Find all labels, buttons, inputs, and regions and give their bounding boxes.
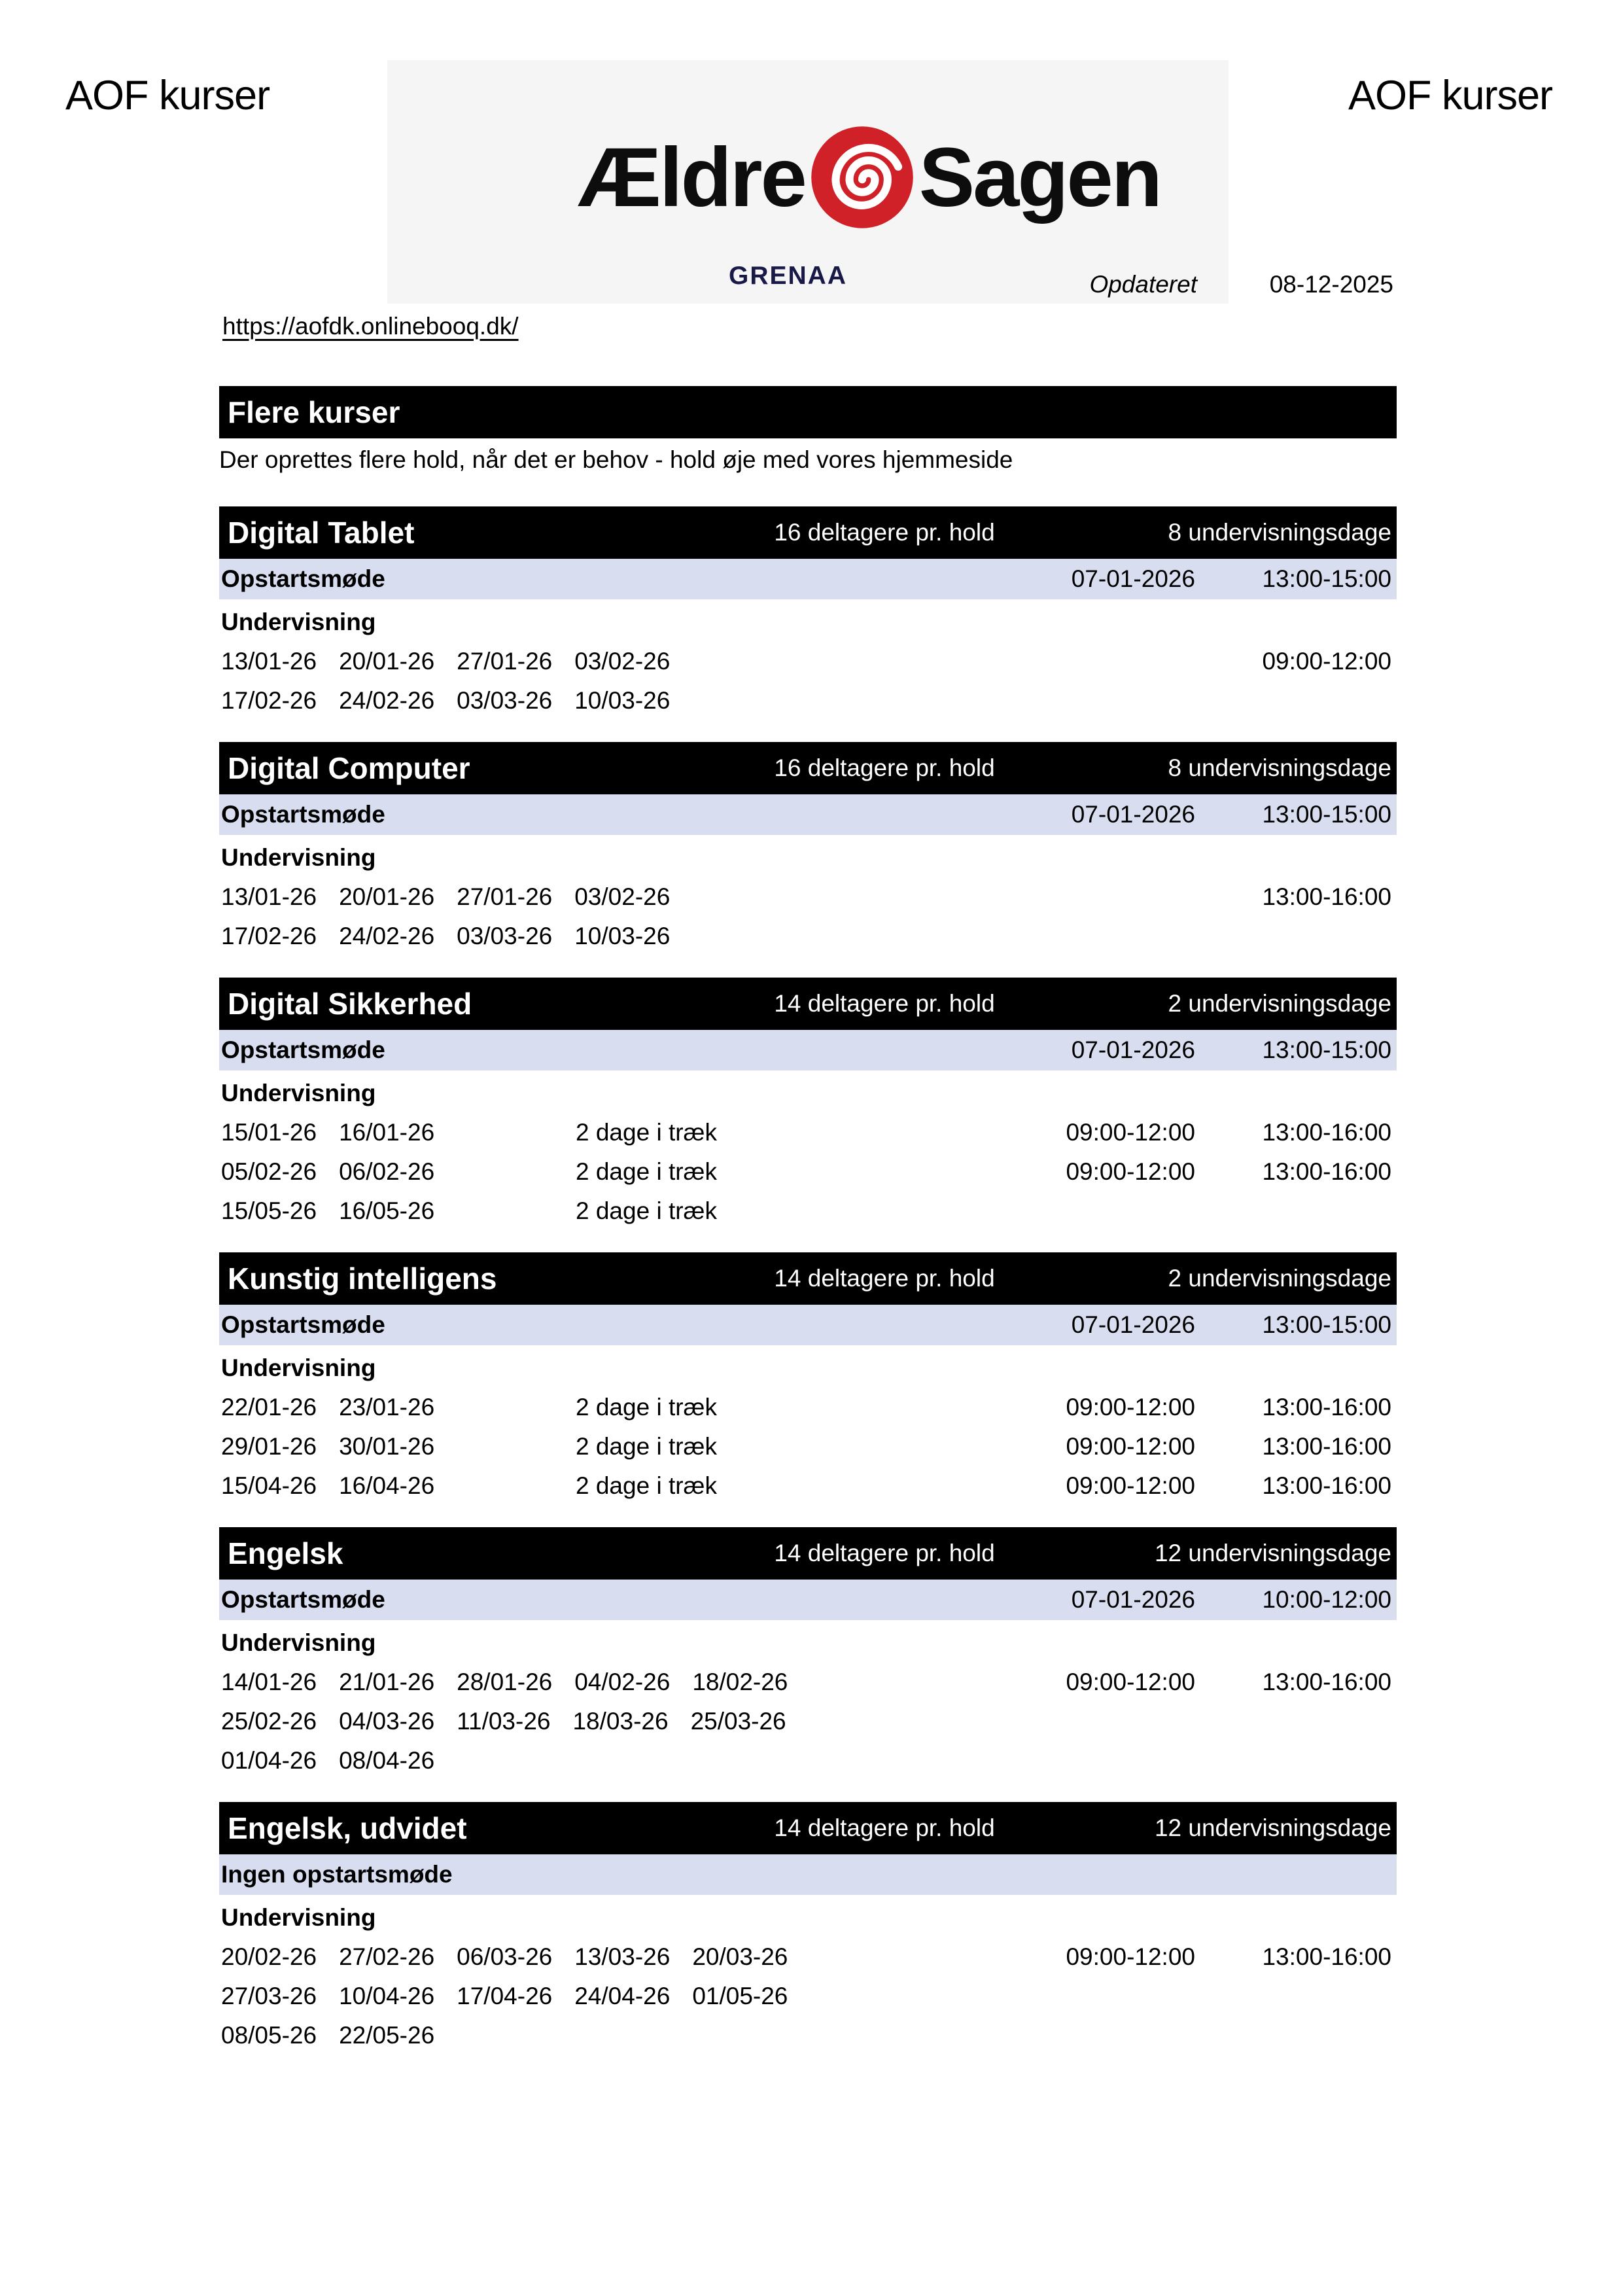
course-date: 27/01-26 [457, 883, 553, 910]
course-section [219, 506, 1397, 715]
page-title-left: AOF kurser [65, 73, 270, 118]
start-label: Opstartsmøde [221, 565, 385, 592]
course-date: 18/02-26 [692, 1669, 788, 1695]
schedule-row [219, 1394, 1397, 1421]
schedule-row [219, 2022, 1397, 2049]
course-date: 24/04-26 [574, 1983, 671, 2009]
course-date: 20/01-26 [339, 883, 435, 910]
row-note: 2 dage i træk [576, 1158, 717, 1185]
course-section [219, 1802, 1397, 2049]
course-date: 16/05-26 [339, 1197, 435, 1224]
course-date: 03/02-26 [574, 883, 671, 910]
course-header-bar [219, 978, 1397, 1030]
course-date: 17/04-26 [457, 1983, 553, 2009]
course-date: 24/02-26 [339, 687, 435, 714]
start-time: 13:00-15:00 [1262, 565, 1391, 592]
start-date: 07-01-2026 [1071, 565, 1195, 592]
start-label: Opstartsmøde [221, 1036, 385, 1063]
row-time-morning: 09:00-12:00 [1066, 1119, 1195, 1146]
start-row [219, 1030, 1397, 1070]
course-days: 2 undervisningsdage [1168, 990, 1391, 1017]
schedule-rows [219, 648, 1397, 715]
schedule-row [219, 1708, 1397, 1735]
date-list [221, 1433, 434, 1460]
course-date: 17/02-26 [221, 923, 317, 949]
banner-title: Flere kurser [228, 395, 400, 429]
course-date: 15/05-26 [221, 1197, 317, 1224]
row-time-afternoon: 09:00-12:00 [1262, 648, 1391, 675]
course-date: 13/01-26 [221, 883, 317, 910]
date-list [221, 1197, 434, 1225]
teaching-label: Undervisning [221, 1354, 376, 1381]
row-time-afternoon: 13:00-16:00 [1262, 1394, 1391, 1421]
start-label: Opstartsmøde [221, 801, 385, 828]
logo-brand-right: Sagen [918, 130, 1161, 224]
start-row [219, 1854, 1397, 1895]
course-date: 04/03-26 [339, 1708, 435, 1735]
row-time-afternoon: 13:00-16:00 [1262, 1158, 1391, 1185]
teaching-label: Undervisning [221, 1629, 376, 1656]
course-days: 2 undervisningsdage [1168, 1265, 1391, 1292]
row-time-morning: 09:00-12:00 [1066, 1158, 1195, 1185]
course-section [219, 1527, 1397, 1775]
course-date: 24/02-26 [339, 923, 435, 949]
banner-note: Der oprettes flere hold, når det er behov - hold øje med vores hjemmeside [219, 446, 1013, 473]
sections [219, 506, 1397, 2049]
spiral-icon [809, 124, 915, 230]
start-date: 07-01-2026 [1071, 801, 1195, 828]
course-date: 20/01-26 [339, 648, 435, 675]
course-date: 15/01-26 [221, 1119, 317, 1146]
schedule-rows [219, 1943, 1397, 2049]
course-participants: 14 deltagere pr. hold [774, 1814, 995, 1841]
schedule-row [219, 883, 1397, 911]
course-header-bar [219, 1802, 1397, 1854]
course-section [219, 742, 1397, 950]
logo-brand-left: Ældre [578, 130, 805, 224]
row-time-afternoon: 13:00-16:00 [1262, 1669, 1391, 1695]
course-participants: 14 deltagere pr. hold [774, 1540, 995, 1566]
course-days: 8 undervisningsdage [1168, 519, 1391, 546]
date-list [221, 1943, 788, 1971]
schedule-row [219, 1119, 1397, 1146]
course-date: 28/01-26 [457, 1669, 553, 1695]
course-header-bar [219, 1252, 1397, 1305]
start-row [219, 1580, 1397, 1620]
schedule-row [219, 1747, 1397, 1775]
course-header-bar [219, 1527, 1397, 1580]
course-date: 04/02-26 [574, 1669, 671, 1695]
start-label: Opstartsmøde [221, 1311, 385, 1338]
row-time-morning: 09:00-12:00 [1066, 1943, 1195, 1970]
schedule-row [219, 1472, 1397, 1500]
start-label: Ingen opstartsmøde [221, 1861, 453, 1888]
course-date: 25/03-26 [690, 1708, 786, 1735]
course-date: 30/01-26 [339, 1433, 435, 1460]
schedule-rows [219, 1669, 1397, 1775]
start-date: 07-01-2026 [1071, 1036, 1195, 1063]
row-time-afternoon: 13:00-16:00 [1262, 1943, 1391, 1970]
course-date: 27/01-26 [457, 648, 553, 675]
schedule-row [219, 687, 1397, 715]
logo-wordmark [578, 124, 1161, 230]
row-time-afternoon: 13:00-16:00 [1262, 1119, 1391, 1146]
date-list [221, 1983, 788, 2010]
course-date: 13/01-26 [221, 648, 317, 675]
row-note: 2 dage i træk [576, 1433, 717, 1460]
start-row [219, 794, 1397, 835]
course-days: 12 undervisningsdage [1154, 1540, 1391, 1566]
start-time: 13:00-15:00 [1262, 1036, 1391, 1063]
course-title: Kunstig intelligens [228, 1262, 497, 1296]
course-date: 01/04-26 [221, 1747, 317, 1774]
course-date: 16/04-26 [339, 1472, 435, 1499]
updated-label: Opdateret [1089, 271, 1197, 298]
date-list [221, 1669, 788, 1696]
page-title-right: AOF kurser [1348, 73, 1552, 118]
date-list [221, 1708, 786, 1735]
schedule-rows [219, 883, 1397, 950]
course-date: 16/01-26 [339, 1119, 435, 1146]
course-date: 03/03-26 [457, 923, 553, 949]
course-date: 08/04-26 [339, 1747, 435, 1774]
start-date: 07-01-2026 [1071, 1311, 1195, 1338]
course-list [219, 386, 1397, 2049]
course-header-bar [219, 506, 1397, 559]
course-date: 03/02-26 [574, 648, 671, 675]
schedule-row [219, 1158, 1397, 1186]
course-date: 10/03-26 [574, 923, 671, 949]
course-date: 22/01-26 [221, 1394, 317, 1421]
start-time: 13:00-15:00 [1262, 801, 1391, 828]
course-date: 05/02-26 [221, 1158, 317, 1185]
date-list [221, 883, 670, 911]
course-date: 03/03-26 [457, 687, 553, 714]
course-date: 20/03-26 [692, 1943, 788, 1970]
course-days: 12 undervisningsdage [1154, 1814, 1391, 1841]
row-time-morning: 09:00-12:00 [1066, 1472, 1195, 1499]
more-courses-banner [219, 386, 1397, 438]
row-time-morning: 09:00-12:00 [1066, 1394, 1195, 1421]
schedule-row [219, 1433, 1397, 1460]
updated-date: 08-12-2025 [1269, 271, 1393, 298]
date-list [221, 1747, 434, 1775]
row-time-morning: 09:00-12:00 [1066, 1433, 1195, 1460]
course-title: Engelsk [228, 1536, 343, 1570]
row-time-afternoon: 13:00-16:00 [1262, 1433, 1391, 1460]
course-title: Digital Tablet [228, 516, 415, 550]
course-date: 06/02-26 [339, 1158, 435, 1185]
date-list [221, 1158, 434, 1186]
course-date: 11/03-26 [457, 1708, 551, 1735]
course-title: Engelsk, udvidet [228, 1811, 467, 1845]
row-time-afternoon: 13:00-16:00 [1262, 883, 1391, 910]
date-list [221, 1394, 434, 1421]
course-date: 27/02-26 [339, 1943, 435, 1970]
course-header-bar [219, 742, 1397, 794]
course-participants: 14 deltagere pr. hold [774, 1265, 995, 1292]
date-list [221, 923, 670, 950]
course-date: 20/02-26 [221, 1943, 317, 1970]
course-participants: 14 deltagere pr. hold [774, 990, 995, 1017]
row-note: 2 dage i træk [576, 1472, 717, 1499]
start-date: 07-01-2026 [1071, 1586, 1195, 1613]
course-date: 13/03-26 [574, 1943, 671, 1970]
date-list [221, 1119, 434, 1146]
course-date: 15/04-26 [221, 1472, 317, 1499]
date-list [221, 1472, 434, 1500]
schedule-row [219, 1669, 1397, 1696]
schedule-rows [219, 1394, 1397, 1500]
teaching-label: Undervisning [221, 609, 376, 635]
start-time: 10:00-12:00 [1262, 1586, 1391, 1613]
course-date: 14/01-26 [221, 1669, 317, 1695]
course-title: Digital Computer [228, 751, 470, 785]
start-row [219, 559, 1397, 599]
course-date: 08/05-26 [221, 2022, 317, 2049]
schedule-rows [219, 1119, 1397, 1225]
course-date: 25/02-26 [221, 1708, 317, 1735]
course-date: 17/02-26 [221, 687, 317, 714]
aeldre-sagen-logo [387, 60, 1229, 304]
start-label: Opstartsmøde [221, 1586, 385, 1613]
start-row [219, 1305, 1397, 1345]
date-list [221, 2022, 434, 2049]
booking-link[interactable]: https://aofdk.onlinebooq.dk/ [222, 313, 519, 340]
course-date: 18/03-26 [572, 1708, 669, 1735]
teaching-label: Undervisning [221, 844, 376, 871]
course-days: 8 undervisningsdage [1168, 754, 1391, 781]
course-date: 10/03-26 [574, 687, 671, 714]
schedule-row [219, 1197, 1397, 1225]
course-date: 29/01-26 [221, 1433, 317, 1460]
course-date: 27/03-26 [221, 1983, 317, 2009]
row-time-afternoon: 13:00-16:00 [1262, 1472, 1391, 1499]
start-time: 13:00-15:00 [1262, 1311, 1391, 1338]
course-date: 10/04-26 [339, 1983, 435, 2009]
row-time-morning: 09:00-12:00 [1066, 1669, 1195, 1695]
course-section [219, 978, 1397, 1225]
course-date: 21/01-26 [339, 1669, 435, 1695]
logo-location: GRENAA [729, 262, 848, 290]
date-list [221, 687, 670, 715]
course-date: 01/05-26 [692, 1983, 788, 2009]
course-date: 22/05-26 [339, 2022, 435, 2049]
row-note: 2 dage i træk [576, 1119, 717, 1146]
teaching-label: Undervisning [221, 1904, 376, 1931]
course-participants: 16 deltagere pr. hold [774, 519, 995, 546]
row-note: 2 dage i træk [576, 1197, 717, 1224]
row-note: 2 dage i træk [576, 1394, 717, 1421]
date-list [221, 648, 670, 675]
course-section [219, 1252, 1397, 1500]
schedule-row [219, 1983, 1397, 2010]
teaching-label: Undervisning [221, 1080, 376, 1106]
schedule-row [219, 648, 1397, 675]
schedule-row [219, 1943, 1397, 1971]
course-date: 06/03-26 [457, 1943, 553, 1970]
course-title: Digital Sikkerhed [228, 987, 472, 1021]
course-participants: 16 deltagere pr. hold [774, 754, 995, 781]
schedule-row [219, 923, 1397, 950]
course-date: 23/01-26 [339, 1394, 435, 1421]
